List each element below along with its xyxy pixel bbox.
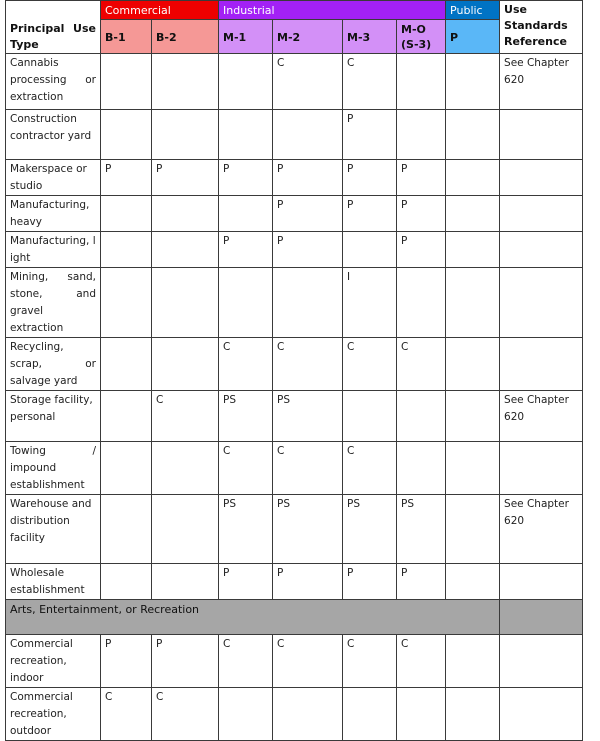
cell-p xyxy=(446,564,500,600)
group-header-public: Public xyxy=(446,1,500,20)
district-header-m3: M-3 xyxy=(343,20,397,54)
cell-reference xyxy=(500,160,583,196)
cell-m2: P xyxy=(273,564,343,600)
cell-b2: C xyxy=(152,688,219,741)
table-row xyxy=(6,110,583,160)
cell-b2 xyxy=(152,196,219,232)
cell-b1 xyxy=(101,338,152,391)
cell-m1 xyxy=(219,688,273,741)
cell-p xyxy=(446,495,500,564)
cell-b2 xyxy=(152,54,219,110)
cell-p xyxy=(446,110,500,160)
cell-m3: C xyxy=(343,54,397,110)
use-type-cell: Commercial recreation, indoor xyxy=(6,635,101,688)
cell-p xyxy=(446,196,500,232)
cell-m3: P xyxy=(343,564,397,600)
cell-mo: C xyxy=(397,338,446,391)
cell-m2: C xyxy=(273,635,343,688)
use-type-cell: Commercial recreation, outdoor xyxy=(6,688,101,741)
cell-m3 xyxy=(343,688,397,741)
cell-m2: P xyxy=(273,160,343,196)
cell-b1 xyxy=(101,196,152,232)
section-title: Arts, Entertainment, or Recreation xyxy=(6,600,500,635)
cell-mo xyxy=(397,442,446,495)
cell-reference xyxy=(500,196,583,232)
use-type-cell: Manufacturing, light xyxy=(6,232,101,268)
table-row xyxy=(6,338,583,391)
cell-m2: PS xyxy=(273,495,343,564)
section-reference-cell xyxy=(500,600,583,635)
cell-reference: See Chapter 620 xyxy=(500,54,583,110)
table-row xyxy=(6,495,583,564)
use-type-cell: Mining, sand, stone, and gravel extraction xyxy=(6,268,101,338)
cell-m1 xyxy=(219,54,273,110)
cell-mo xyxy=(397,268,446,338)
use-type-cell: Recycling, scrap, or salvage yard xyxy=(6,338,101,391)
cell-m1: C xyxy=(219,338,273,391)
cell-mo: P xyxy=(397,564,446,600)
cell-reference: See Chapter 620 xyxy=(500,391,583,442)
cell-mo: P xyxy=(397,160,446,196)
table-row xyxy=(6,268,583,338)
cell-b2: P xyxy=(152,160,219,196)
cell-p xyxy=(446,688,500,741)
cell-b2 xyxy=(152,495,219,564)
use-type-cell: Warehouse and distribution facility xyxy=(6,495,101,564)
cell-m1: P xyxy=(219,564,273,600)
district-header-m1: M-1 xyxy=(219,20,273,54)
cell-m3: P xyxy=(343,110,397,160)
zoning-use-table xyxy=(5,0,583,741)
cell-m2 xyxy=(273,268,343,338)
cell-b2: P xyxy=(152,635,219,688)
cell-reference xyxy=(500,338,583,391)
cell-p xyxy=(446,442,500,495)
table-row xyxy=(6,635,583,688)
cell-b2 xyxy=(152,110,219,160)
table-row xyxy=(6,442,583,495)
cell-m1 xyxy=(219,110,273,160)
cell-reference xyxy=(500,268,583,338)
cell-reference xyxy=(500,110,583,160)
header-use-standards-reference: Use Standards Reference xyxy=(500,1,583,54)
cell-p xyxy=(446,635,500,688)
cell-m1: C xyxy=(219,442,273,495)
cell-mo xyxy=(397,54,446,110)
cell-p xyxy=(446,54,500,110)
cell-b1: P xyxy=(101,160,152,196)
cell-mo: C xyxy=(397,635,446,688)
use-type-cell: Manufacturing, heavy xyxy=(6,196,101,232)
table-row xyxy=(6,54,583,110)
cell-reference xyxy=(500,635,583,688)
cell-m2: C xyxy=(273,442,343,495)
cell-m2 xyxy=(273,110,343,160)
cell-b2 xyxy=(152,564,219,600)
cell-b2 xyxy=(152,442,219,495)
cell-m3: PS xyxy=(343,495,397,564)
use-type-cell: Storage facility, personal xyxy=(6,391,101,442)
cell-p xyxy=(446,338,500,391)
cell-reference xyxy=(500,442,583,495)
cell-mo xyxy=(397,110,446,160)
cell-p xyxy=(446,232,500,268)
header-blank-cell xyxy=(6,1,101,20)
district-header-mo: M-O (S-3) xyxy=(397,20,446,54)
cell-b2 xyxy=(152,232,219,268)
cell-mo: P xyxy=(397,196,446,232)
cell-b1 xyxy=(101,232,152,268)
cell-m2: P xyxy=(273,196,343,232)
use-type-cell: Cannabis processing or extraction xyxy=(6,54,101,110)
cell-m2: C xyxy=(273,54,343,110)
cell-m2 xyxy=(273,688,343,741)
table-row xyxy=(6,160,583,196)
cell-b1: C xyxy=(101,688,152,741)
cell-m2: C xyxy=(273,338,343,391)
cell-p xyxy=(446,391,500,442)
cell-m3: P xyxy=(343,196,397,232)
district-header-p: P xyxy=(446,20,500,54)
cell-m1: C xyxy=(219,635,273,688)
section-row xyxy=(6,600,583,635)
district-header-m2: M-2 xyxy=(273,20,343,54)
cell-mo: PS xyxy=(397,495,446,564)
cell-m3: C xyxy=(343,442,397,495)
cell-m1 xyxy=(219,268,273,338)
district-header-b1: B-1 xyxy=(101,20,152,54)
cell-b2 xyxy=(152,338,219,391)
cell-m3: C xyxy=(343,338,397,391)
table-row xyxy=(6,688,583,741)
cell-m1: P xyxy=(219,232,273,268)
cell-mo xyxy=(397,391,446,442)
cell-b1 xyxy=(101,110,152,160)
cell-m1 xyxy=(219,196,273,232)
cell-b1 xyxy=(101,495,152,564)
cell-m2: PS xyxy=(273,391,343,442)
cell-b1 xyxy=(101,54,152,110)
header-principal-use-type: Principal Use Type xyxy=(6,20,101,54)
use-type-cell: Wholesale establishment xyxy=(6,564,101,600)
use-type-cell: Towing / impound establishment xyxy=(6,442,101,495)
table-row xyxy=(6,391,583,442)
cell-p xyxy=(446,268,500,338)
table-row xyxy=(6,564,583,600)
table-row xyxy=(6,232,583,268)
group-header-commercial: Commercial xyxy=(101,1,219,20)
table-row xyxy=(6,196,583,232)
cell-b1 xyxy=(101,268,152,338)
cell-reference: See Chapter 620 xyxy=(500,495,583,564)
cell-m3: C xyxy=(343,635,397,688)
cell-m3 xyxy=(343,391,397,442)
cell-b1 xyxy=(101,391,152,442)
group-header-industrial: Industrial xyxy=(219,1,446,20)
cell-b1 xyxy=(101,442,152,495)
cell-b1 xyxy=(101,564,152,600)
district-header-b2: B-2 xyxy=(152,20,219,54)
cell-m1: PS xyxy=(219,391,273,442)
cell-m3: I xyxy=(343,268,397,338)
cell-m2: P xyxy=(273,232,343,268)
use-type-cell: Makerspace or studio xyxy=(6,160,101,196)
cell-b2 xyxy=(152,268,219,338)
cell-m3: P xyxy=(343,160,397,196)
cell-b2: C xyxy=(152,391,219,442)
cell-reference xyxy=(500,232,583,268)
cell-m3 xyxy=(343,232,397,268)
cell-mo xyxy=(397,688,446,741)
cell-m1: P xyxy=(219,160,273,196)
cell-reference xyxy=(500,564,583,600)
cell-m1: PS xyxy=(219,495,273,564)
cell-mo: P xyxy=(397,232,446,268)
cell-reference xyxy=(500,688,583,741)
cell-p xyxy=(446,160,500,196)
cell-b1: P xyxy=(101,635,152,688)
use-type-cell: Construction contractor yard xyxy=(6,110,101,160)
